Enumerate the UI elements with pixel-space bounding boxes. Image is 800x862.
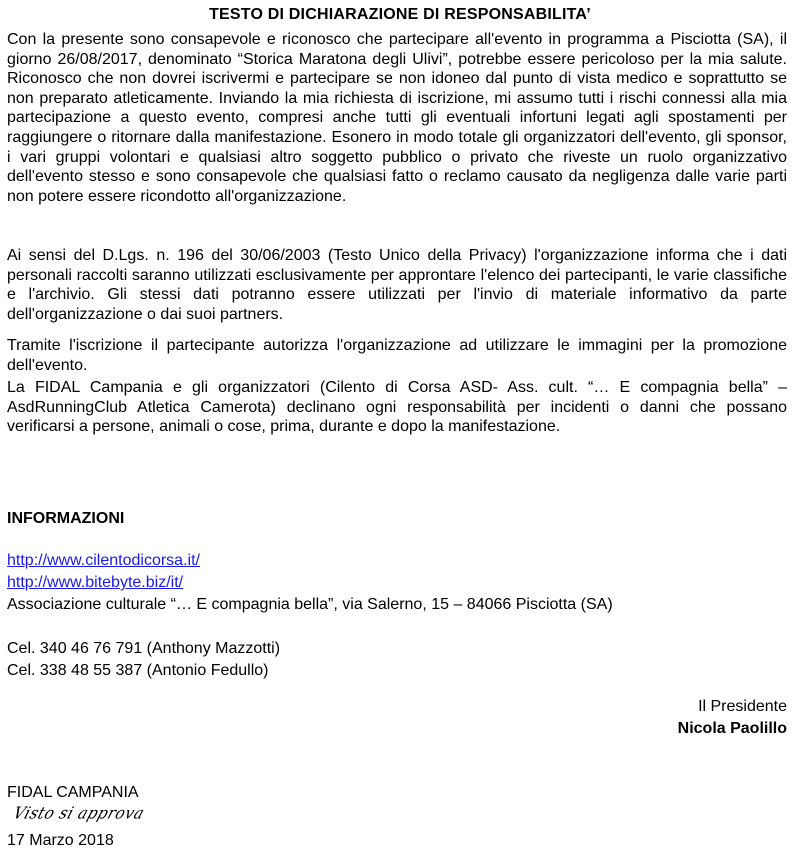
info-heading: INFORMAZIONI: [7, 510, 125, 527]
approval-stamp-text: Visto si approva: [10, 803, 148, 823]
approval-organization: FIDAL CAMPANIA: [7, 784, 139, 801]
document-title: TESTO DI DICHIARAZIONE DI RESPONSABILITA’: [209, 6, 591, 23]
contact-phone-2: Cel. 338 48 55 387 (Antonio Fedullo): [7, 662, 269, 679]
paragraph-responsibility: Con la presente sono consapevole e riconosco che partecipare all'evento in programma a Pisciotta (SA), il giorno 26/08/2017, denominato “Storica Maratona degli Ulivi”, potrebbe essere pericoloso per la mia salute. Riconosco che non dovrei iscrivermi e partecipare se non idoneo dal punto di vista medico e soprattutto se non preparato atleticamente. Inviando la mia richiesta di iscrizione, mi assumo tutti i rischi connessi alla mia partecipazione a questo evento, compresi anche tutti gli eventuali infortuni legati agli spostamenti per raggiungere o ritornare dalla manifestazione. Esonero in modo totale gli organizzatori dell'evento, gli sponsor, i vari gruppi volontari e qualsiasi altro soggetto pubblico o privato che riveste un ruolo organizzativo dell'evento stesso e sono consapevole che qualsiasi fatto o reclamo causato da negligenza dalle varie parti non potere essere ricondotto all'organizzazione.: [7, 31, 787, 205]
signature-role: Il Presidente: [698, 698, 787, 715]
contact-phone-1: Cel. 340 46 76 791 (Anthony Mazzotti): [7, 640, 281, 657]
association-address: Associazione culturale “… E compagnia bella”, via Salerno, 15 – 84066 Pisciotta (SA): [7, 596, 613, 613]
link-cilentodicorsa[interactable]: http://www.cilentodicorsa.it/: [7, 552, 200, 569]
signature-name: Nicola Paolillo: [677, 720, 787, 737]
paragraph-image-consent: Tramite l'iscrizione il partecipante autorizza l'organizzazione ad utilizzare le immagini per la promozione dell'evento.: [7, 337, 787, 374]
link-bitebyte[interactable]: http://www.bitebyte.biz/it/: [7, 574, 184, 591]
handwritten-approval-stamp: [10, 803, 154, 832]
paragraph-disclaimer: La FIDAL Campania e gli organizzatori (Cilento di Corsa ASD- Ass. cult. “… E compagnia bella” – AsdRunningClub Atletica Camerota) declinano ogni responsabilità per incidenti o danni che possano verificarsi a persone, animali o cose, prima, durante e dopo la manifestazione.: [7, 379, 787, 436]
approval-date: 17 Marzo 2018: [7, 832, 114, 849]
paragraph-privacy: Ai sensi del D.Lgs. n. 196 del 30/06/2003 (Testo Unico della Privacy) l'organizzazione informa che i dati personali raccolti saranno utilizzati esclusivamente per approntare l'elenco dei partecipanti, le varie classifiche e l'archivio. Gli stessi dati potranno essere utilizzati per l'invio di materiale informativo da parte dell'organizzazione o dai suoi partners.: [7, 247, 787, 323]
